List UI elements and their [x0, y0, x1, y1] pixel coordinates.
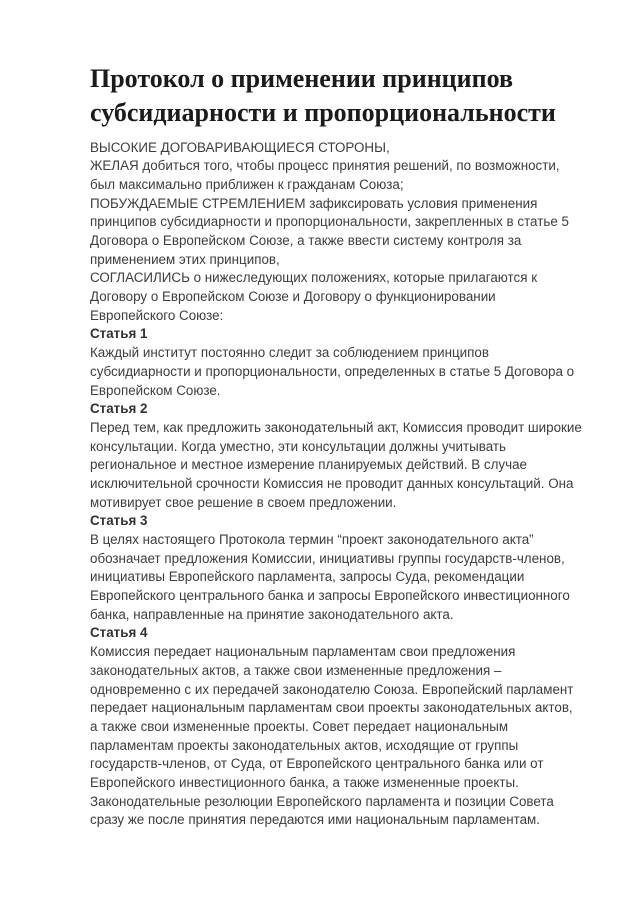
article-heading: Статья 1 — [90, 326, 148, 342]
document-paragraph: ВЫСОКИЕ ДОГОВАРИВАЮЩИЕСЯ СТОРОНЫ, — [90, 139, 390, 155]
document-body — [90, 139, 582, 830]
article-heading: Статья 4 — [90, 625, 148, 641]
document-paragraph: СОГЛАСИЛИСЬ о нижеследующих положениях, которые прилагаются к Договору о Европейском Союзе и Договору о функционировании Европейского Союзе: — [90, 270, 538, 323]
document-paragraph: ПОБУЖДАЕМЫЕ СТРЕМЛЕНИЕМ зафиксировать условия применения принципов субсидиарности и пропорциональности, закрепленных в статье 5 Договора о Европейском Союзе, а также ввести систему контроля за применением этих принципов, — [90, 195, 569, 267]
document-title: Протокол о применении принципов субсидиарности и пропорциональности — [90, 64, 556, 127]
document-paragraph: Комиссия передает национальным парламентам свои предложения законодательных актов, а также свои измененные предложения – одновременно с их передачей законодателю Союза. Европейский парламент передает национальным парламентам свои проекты законодательных актов, а также свои измененные проекты. Совет передает национальным парламентам проекты законодательных актов, исходящие от группы государств-членов, от Суда, от Европейского центрального банка или от Европейского инвестиционного банка, а также измененные проекты. Законодательные резолюции Европейского парламента и позиции Совета сразу же после принятия передаются ими национальным парламентам. — [90, 644, 574, 828]
article-heading: Статья 2 — [90, 401, 148, 417]
document-paragraph: ЖЕЛАЯ добиться того, чтобы процесс принятия решений, по возможности, был максимально приближен к гражданам Союза; — [90, 158, 560, 192]
document-paragraph: Перед тем, как предложить законодательный акт, Комиссия проводит широкие консультации. Когда уместно, эти консультации должны учитывать региональное и местное измерение планируемых действий. В случае исключительной срочности Комиссия не проводит данных консультаций. Она мотивирует свое решение в своем предложении. — [90, 419, 582, 510]
document-paragraph: Каждый институт постоянно следит за соблюдением принципов субсидиарности и пропорциональности, определенных в статье 5 Договора о Европейском Союзе. — [90, 345, 575, 398]
document-paragraph: В целях настоящего Протокола термин “проект законодательного акта” обозначает предложения Комиссии, инициативы группы государств-членов, инициативы Европейского парламента, запросы Суда, рекомендации Европейского центрального банка и запросы Европейского инвестиционного банка, направленные на принятие законодательного акта. — [90, 532, 570, 622]
article-heading: Статья 3 — [90, 513, 148, 529]
